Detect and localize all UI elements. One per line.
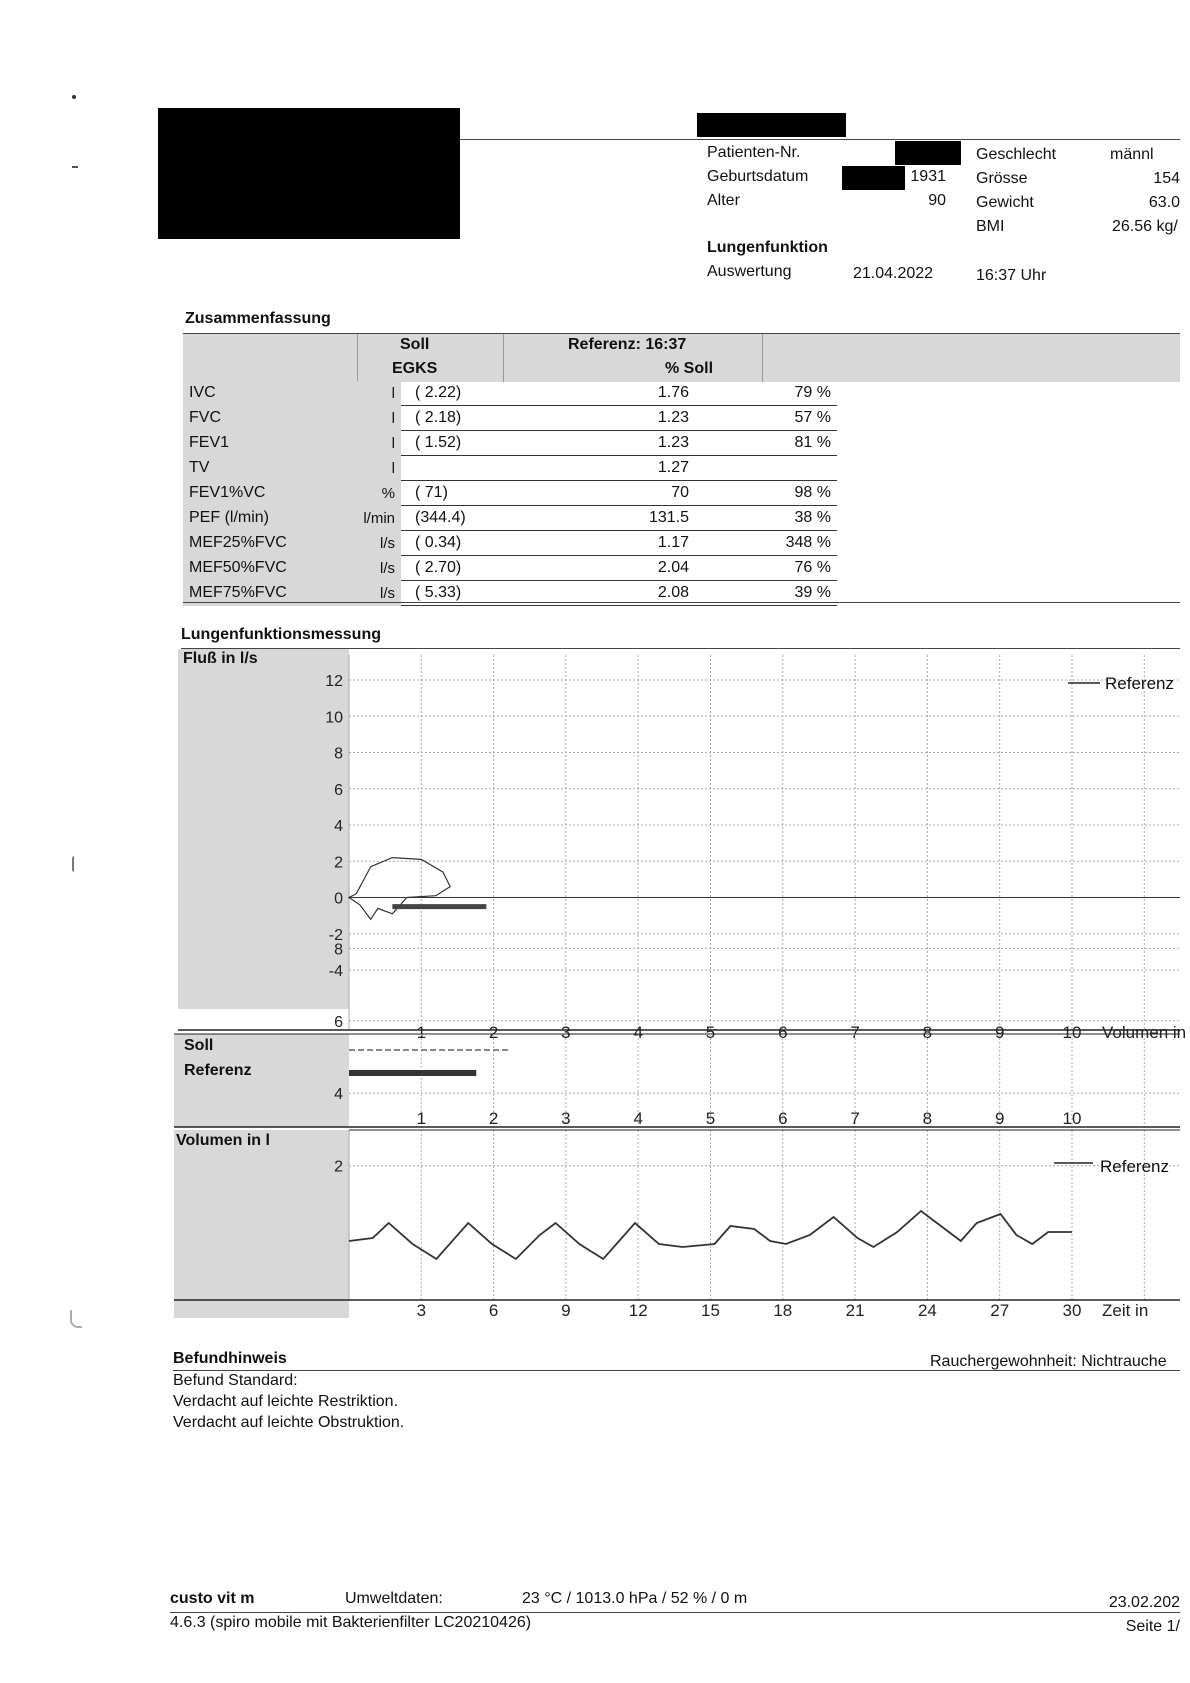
- summary-row-unit: %: [357, 481, 401, 506]
- summary-row-unit: l: [357, 456, 401, 481]
- bmi-value: 26.56 kg/: [1112, 218, 1178, 235]
- time-tick-label: 27: [990, 1301, 1010, 1320]
- summary-row-label: FEV1%VC: [183, 481, 357, 506]
- flow-tick-label: 4: [334, 818, 343, 835]
- finding-line: Verdacht auf leichte Restriktion.: [173, 1393, 399, 1410]
- gewicht-value: 63.0: [1148, 194, 1180, 211]
- summary-col-ref: Referenz: 16:37: [568, 336, 687, 353]
- time-tick-label: 6: [488, 1301, 499, 1320]
- smoking-status: Rauchergewohnheit: Nichtrauche: [930, 1353, 1167, 1370]
- vt-tick-label: 4: [334, 1086, 343, 1104]
- volume-legend-referenz: Referenz: [1100, 1157, 1169, 1176]
- bar-volume-tick-label: 8: [922, 1109, 933, 1128]
- measurement-title: Lungenfunktionsmessung: [181, 626, 381, 643]
- volume-tick-label: 10: [1062, 1023, 1082, 1042]
- summary-row-referenz: 70: [559, 481, 745, 506]
- summary-row-referenz: 1.23: [559, 406, 745, 431]
- summary-row-unit: l/s: [357, 556, 401, 581]
- summary-row-percent: 79 %: [745, 381, 837, 406]
- footer-print-date: 23.02.202: [1108, 1594, 1180, 1611]
- footer-umwelt-value: 23 °C / 1013.0 hPa / 52 % / 0 m: [522, 1590, 748, 1607]
- summary-row-percent: 348 %: [745, 531, 837, 556]
- volume-axis-band: [174, 1130, 349, 1318]
- bar-referenz-label: Referenz: [184, 1062, 252, 1079]
- geburtsdatum-label: Geburtsdatum: [707, 168, 809, 185]
- summary-col-soll-sub: EGKS: [392, 360, 438, 377]
- summary-row-soll: ( 2.22): [401, 381, 559, 406]
- section-title-lungenfunktion: Lungenfunktion: [707, 239, 828, 256]
- bar-volume-tick-label: 2: [488, 1109, 499, 1128]
- flow-tick-label: -4: [328, 963, 343, 980]
- bmi-label: BMI: [976, 218, 1005, 235]
- groesse-value: 154: [1153, 170, 1180, 187]
- summary-row-referenz: 1.23: [559, 431, 745, 456]
- gewicht-label: Gewicht: [976, 194, 1034, 211]
- volume-tick-label: 6: [778, 1023, 788, 1042]
- summary-row-soll: ( 2.18): [401, 406, 559, 431]
- bar-volume-tick-label: 3: [561, 1109, 571, 1128]
- geschlecht-label: Geschlecht: [976, 146, 1057, 163]
- summary-row-unit: l/s: [357, 581, 401, 606]
- vt-tick-label: 8: [334, 941, 343, 959]
- summary-row-unit: l/s: [357, 531, 401, 556]
- summary-row-percent: 38 %: [745, 506, 837, 531]
- volume-tick-label: 2: [488, 1023, 499, 1042]
- summary-row-unit: l: [357, 406, 401, 431]
- volume-axis-label: Volumen in: [1102, 1023, 1187, 1042]
- footer-umwelt-label: Umweltdaten:: [345, 1590, 443, 1607]
- volume-time-axis-label: Volumen in l: [176, 1132, 270, 1149]
- alter-value: 90: [928, 192, 946, 209]
- bar-volume-tick-label: 4: [633, 1109, 643, 1128]
- footer-page: Seite 1/: [1125, 1618, 1180, 1635]
- time-tick-label: 24: [917, 1301, 937, 1320]
- bar-volume-tick-label: 7: [850, 1109, 860, 1128]
- volume-tick-label: 5: [705, 1023, 716, 1042]
- summary-row-referenz: 131.5: [559, 506, 745, 531]
- bar-volume-tick-label: 9: [994, 1109, 1005, 1128]
- time-tick-label: 18: [773, 1301, 793, 1320]
- time-tick-label: 21: [845, 1301, 865, 1320]
- flow-legend-referenz: Referenz: [1105, 674, 1174, 693]
- summary-col-pct: % Soll: [665, 360, 714, 377]
- footer-version: 4.6.3 (spiro mobile mit Bakterienfilter LC20210426): [170, 1614, 532, 1631]
- summary-row-label: FVC: [183, 406, 357, 431]
- summary-row-label: MEF75%FVC: [183, 581, 357, 606]
- summary-title: Zusammenfassung: [185, 310, 331, 327]
- finding-line: Verdacht auf leichte Obstruktion.: [173, 1414, 405, 1431]
- summary-row-soll: ( 5.33): [401, 581, 559, 606]
- footer-brand: custo vit m: [170, 1590, 255, 1607]
- summary-row-referenz: 2.08: [559, 581, 745, 606]
- footer-rule: [170, 1612, 1180, 1613]
- summary-row-unit: l: [357, 381, 401, 406]
- summary-row-referenz: 1.17: [559, 531, 745, 556]
- volume-tick-label: 7: [850, 1023, 860, 1042]
- time-tick-label: 30: [1062, 1301, 1082, 1320]
- summary-row-label: FEV1: [183, 431, 357, 456]
- summary-row-percent: 81 %: [745, 431, 837, 456]
- vt-tick-label: 2: [334, 1158, 343, 1176]
- finding-line: Befund Standard:: [173, 1372, 298, 1389]
- vt-tick-label: 6: [334, 1013, 343, 1031]
- geschlecht-value: männl: [1110, 146, 1154, 163]
- summary-row-label: MEF25%FVC: [183, 531, 357, 556]
- summary-row-unit: l: [357, 431, 401, 456]
- summary-row-soll: ( 71): [401, 481, 559, 506]
- summary-row-referenz: 1.76: [559, 381, 745, 406]
- volume-tick-label: 4: [633, 1023, 643, 1042]
- patient-nr-label: Patienten-Nr.: [707, 144, 801, 161]
- time-tick-label: 9: [561, 1301, 571, 1320]
- auswertung-date: 21.04.2022: [853, 265, 934, 282]
- geburtsdatum-year: 1931: [910, 168, 946, 185]
- volume-tick-label: 3: [561, 1023, 571, 1042]
- flow-volume-plot: [349, 858, 486, 920]
- time-axis-label: Zeit in: [1102, 1301, 1149, 1320]
- flow-tick-label: -2: [328, 926, 343, 944]
- bar-volume-tick-label: 5: [705, 1109, 716, 1128]
- summary-row-label: IVC: [183, 381, 357, 406]
- flow-tick-label: 0: [334, 890, 343, 908]
- summary-row-percent: 39 %: [745, 581, 837, 606]
- findings-title: Befundhinweis: [173, 1350, 287, 1367]
- bar-volume-tick-label: 6: [778, 1109, 788, 1128]
- flow-axis-band: [178, 649, 349, 1009]
- summary-row-percent: 98 %: [745, 481, 837, 506]
- volume-tick-label: 9: [994, 1023, 1005, 1042]
- auswertung-time: 16:37 Uhr: [976, 267, 1047, 284]
- bar-volume-tick-label: 1: [416, 1109, 427, 1128]
- summary-row-soll: ( 1.52): [401, 431, 559, 456]
- flow-volume-loop: [349, 858, 450, 920]
- summary-row-label: MEF50%FVC: [183, 556, 357, 581]
- summary-row-referenz: 2.04: [559, 556, 745, 581]
- volume-tick-label: 1: [416, 1023, 427, 1042]
- bar-soll-label: Soll: [184, 1037, 214, 1054]
- summary-row-soll: ( 2.70): [401, 556, 559, 581]
- summary-col-soll: Soll: [400, 336, 430, 353]
- summary-row-percent: 76 %: [745, 556, 837, 581]
- auswertung-label: Auswertung: [707, 263, 792, 280]
- flow-tick-label: 6: [334, 781, 343, 799]
- summary-row-soll: (344.4): [401, 506, 559, 531]
- flow-tick-label: 10: [325, 709, 343, 727]
- groesse-label: Grösse: [976, 170, 1028, 187]
- summary-row-referenz: 1.27: [559, 456, 745, 481]
- time-tick-label: 12: [628, 1301, 648, 1320]
- alter-label: Alter: [707, 192, 740, 209]
- time-tick-label: 15: [701, 1301, 720, 1320]
- flow-tick-label: 8: [334, 745, 343, 763]
- summary-row-soll: ( 0.34): [401, 531, 559, 556]
- summary-row-percent: 57 %: [745, 406, 837, 431]
- bar-volume-tick-label: 10: [1062, 1109, 1082, 1128]
- flow-axis-label: Fluß in l/s: [183, 650, 258, 667]
- summary-row-label: PEF (l/min): [183, 506, 357, 531]
- summary-row-label: TV: [183, 456, 357, 481]
- time-tick-label: 3: [416, 1301, 427, 1320]
- flow-tick-label: 2: [334, 854, 343, 872]
- flow-tick-label: 12: [325, 673, 343, 690]
- summary-row-unit: l/min: [357, 506, 401, 531]
- volume-tick-label: 8: [922, 1023, 933, 1042]
